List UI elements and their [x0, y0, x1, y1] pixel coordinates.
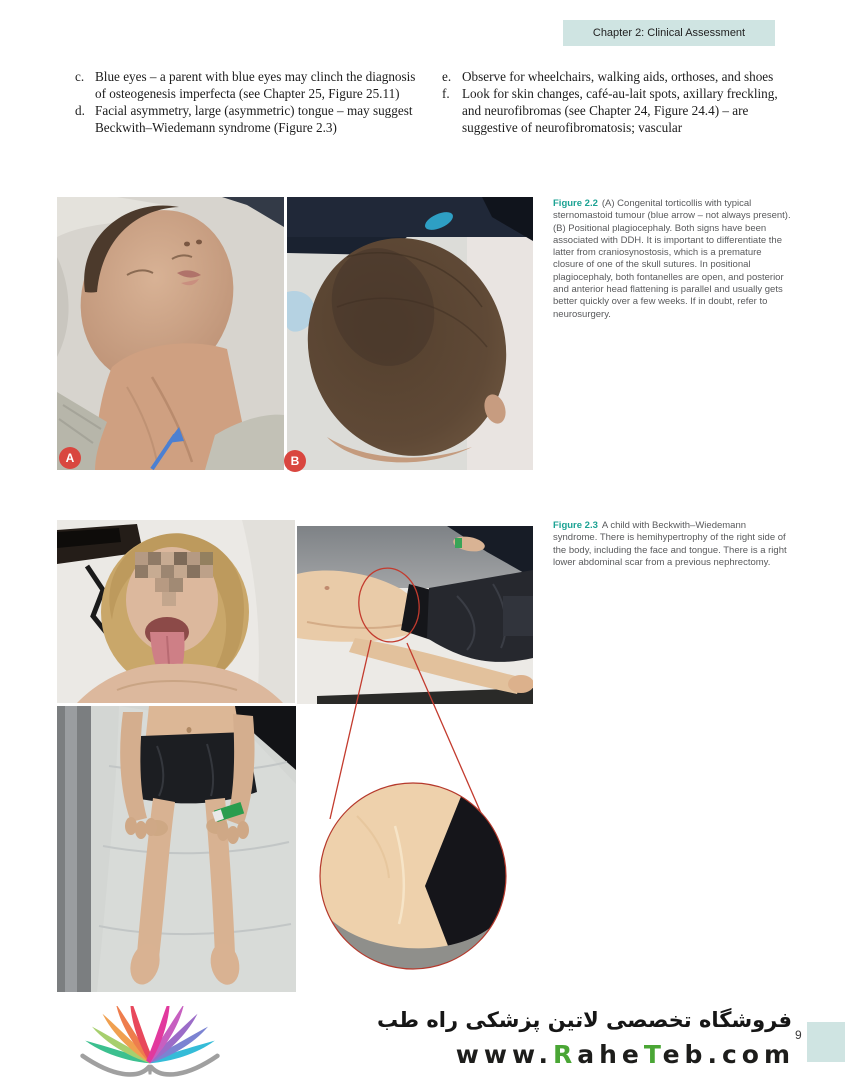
list-text: Facial asymmetry, large (asymmetric) tongue – may suggest Beckwith–Wiedemann syndrome (Figure 2.3)	[95, 103, 413, 135]
panel-a-label: A	[65, 451, 75, 465]
figure-2-2-caption-text: (A) Congenital torticollis with typical sternomastoid tumour (blue arrow – not always present). (B) Positional plagiocephaly. Both signs have been associated with DDH. It is important to differentiate the latter from craniosynostosis, which is a premature closure of one of the skull sutures. In positional plagiocephaly, both fontanelles are open, and posterior and anterior head flattening is parallel and usually gets better quickly over a few weeks. If in doubt, refer to neurosurgery.	[553, 198, 791, 320]
intro-list-left	[75, 68, 427, 136]
list-marker: d.	[75, 103, 85, 118]
list-marker: c.	[75, 69, 85, 84]
chapter-title: Chapter 2: Clinical Assessment	[592, 27, 746, 39]
chapter-header-bar	[563, 20, 775, 46]
intro-list-right	[442, 68, 794, 136]
store-title-farsi: فروشگاه تخصصی لاتین پزشکی راه طب	[377, 1008, 792, 1032]
scar-magnifier-annotation	[297, 526, 545, 1005]
figure-2-3-label: Figure 2.3	[553, 520, 598, 531]
url-part-accent: R	[552, 1040, 578, 1069]
url-part: ahe	[577, 1040, 644, 1069]
list-item	[442, 85, 794, 136]
list-text: Blue eyes – a parent with blue eyes may clinch the diagnosis of osteogenesis imperfecta (see Chapter 25, Figure 25.11)	[95, 69, 416, 101]
url-part-accent: T	[643, 1040, 663, 1069]
list-item	[75, 68, 427, 102]
list-marker: f.	[442, 86, 450, 101]
panel-b-label: B	[290, 454, 300, 468]
list-item	[442, 68, 794, 85]
open-book-logo	[66, 1006, 234, 1078]
figure-2-2-caption	[553, 198, 793, 321]
url-part: www.	[455, 1040, 553, 1069]
figure-2-3-caption-text: A child with Beckwith–Wiedemann syndrome. There is hemihypertrophy of the right side of the body, including the face and tongue. There is a right lower abdominal scar from a previous nephrectomy.	[553, 520, 787, 568]
list-item	[75, 102, 427, 136]
list-text: Look for skin changes, café-au-lait spots, axillary freckling, and neurofibromas (see Chapter 24, Figure 24.4) – are suggestive of neurofibromatosis; vascular	[462, 86, 778, 135]
panel-b-badge	[284, 450, 306, 472]
figure-2-2-label: Figure 2.2	[553, 198, 598, 209]
figure-2-3-caption	[553, 520, 793, 569]
website-url	[456, 1040, 795, 1069]
magnified-scar-view	[320, 783, 511, 970]
scar-circle-annotation	[354, 564, 424, 646]
figure-2-3-photo-face	[57, 520, 295, 703]
url-part: .com	[707, 1040, 795, 1069]
page-number: 9	[795, 1028, 802, 1042]
url-part: eb	[662, 1040, 708, 1069]
panel-a-badge	[59, 447, 81, 469]
chapter-edge-tab	[807, 1022, 845, 1062]
list-marker: e.	[442, 69, 452, 84]
figure-2-2-photo-b	[287, 197, 533, 470]
figure-2-2-photo-a	[57, 197, 284, 470]
figure-2-3-photo-legs	[57, 706, 296, 992]
list-text: Observe for wheelchairs, walking aids, orthoses, and shoes	[462, 69, 774, 84]
